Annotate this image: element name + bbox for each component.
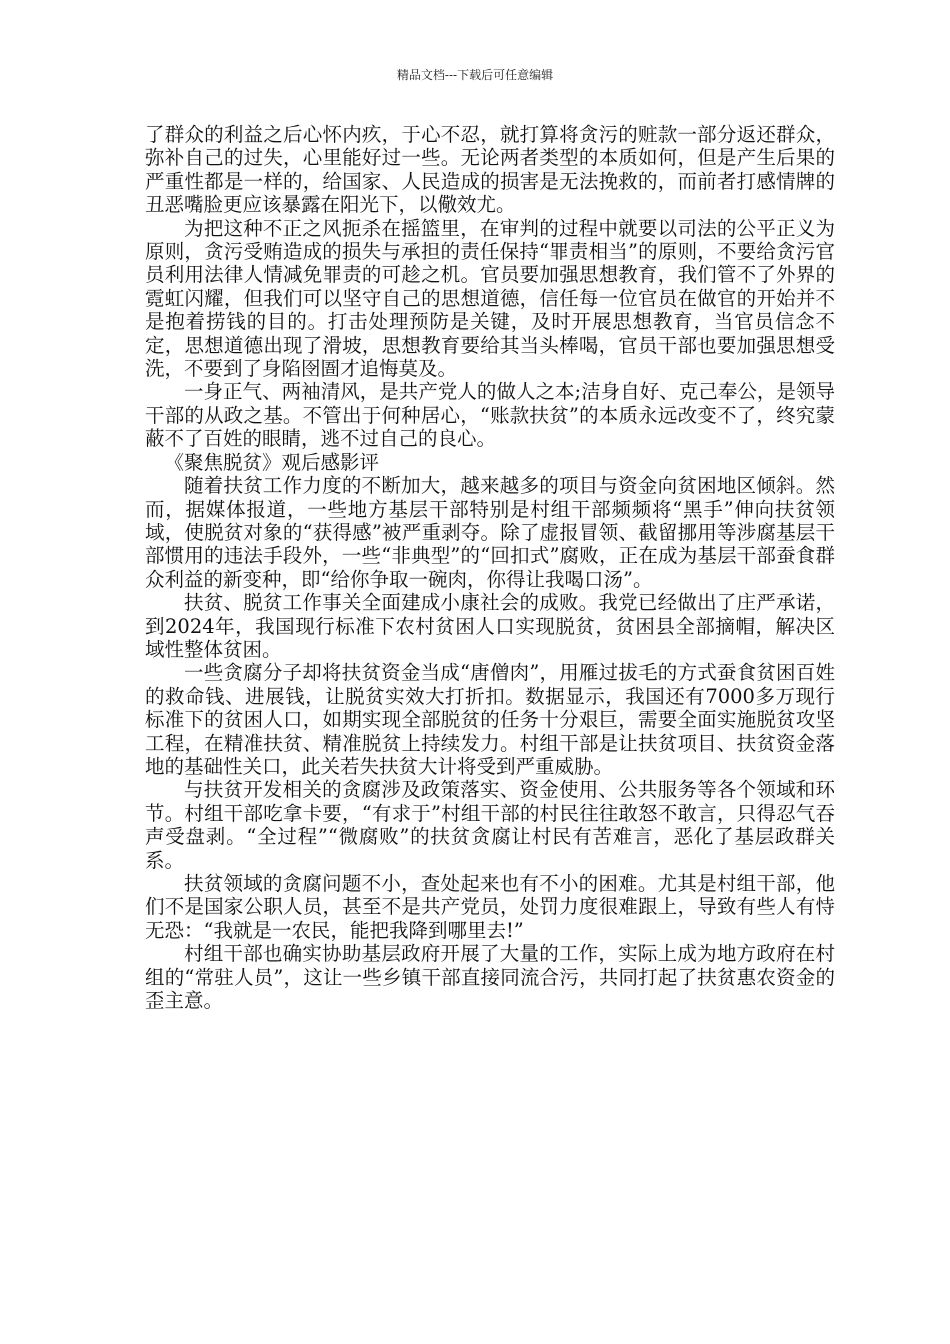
paragraph-9: 村组干部也确实协助基层政府开展了大量的工作，实际上成为地方政府在村组的“常驻人员”，这让一些乡镇干部直接同流合污，共同打起了扶贫惠农资金的歪主意。 (145, 942, 835, 1013)
paragraph-7: 与扶贫开发相关的贪腐涉及政策落实、资金使用、公共服务等各个领域和环节。村组干部吃拿卡要，“有求于”村组干部的村民往往敢怒不敢言，只得忍气吞声受盘剥。“全过程”“微腐败”的扶贫贪腐让村民有苦难言，恶化了基层政群关系。 (145, 778, 835, 872)
page-header: 精品文档---下载后可任意编辑 (396, 68, 554, 82)
document-body (145, 123, 835, 1012)
paragraph-6: 一些贪腐分子却将扶贫资金当成“唐僧肉”，用雁过拔毛的方式蚕食贫困百姓的救命钱、进展钱，让脱贫实效大打折扣。数据显示，我国还有7000多万现行标准下的贫困人口，如期实现全部脱贫的任务十分艰巨，需要全面实施脱贫攻坚工程，在精准扶贫、精准脱贫上持续发力。村组干部是让扶贫项目、扶贫资金落地的基础性关口，此关若失扶贫大计将受到严重威胁。 (145, 661, 835, 778)
paragraph-2: 为把这种不正之风扼杀在摇篮里，在审判的过程中就要以司法的公平正义为原则，贪污受贿造成的损失与承担的责任保持“罪责相当”的原则，不要给贪污官员利用法律人情减免罪责的可趁之机。官员要加强思想教育，我们管不了外界的霓虹闪耀，但我们可以坚守自己的思想道德，信任每一位官员在做官的开始并不是抱着捞钱的目的。打击处理预防是关键，及时开展思想教育，当官员信念不定，思想道德出现了滑坡，思想教育要给其当头棒喝，官员干部也要加强思想受洗，不要到了身陷囹圄才追悔莫及。 (145, 216, 835, 381)
paragraph-5: 扶贫、脱贫工作事关全面建成小康社会的成败。我党已经做出了庄严承诺，到2024年，我国现行标准下农村贫困人口实现脱贫，贫困县全部摘帽，解决区域性整体贫困。 (145, 591, 835, 661)
paragraph-8: 扶贫领域的贪腐问题不小，查处起来也有不小的困难。尤其是村组干部，他们不是国家公职人员，甚至不是共产党员，处罚力度很难跟上，导致有些人有恃无恐：“我就是一农民，能把我降到哪里去!” (145, 872, 835, 942)
section-title: 《聚焦脱贫》观后感影评 (164, 450, 380, 474)
paragraph-3: 一身正气、两袖清风，是共产党人的做人之本;洁身自好、克己奉公，是领导干部的从政之基。不管出于何种居心，“账款扶贫”的本质永远改变不了，终究蒙蔽不了百姓的眼睛，逃不过自己的良心。 (145, 380, 835, 451)
paragraph-4: 随着扶贫工作力度的不断加大，越来越多的项目与资金向贫困地区倾斜。然而，据媒体报道，一些地方基层干部特别是村组干部频频将“黑手”伸向扶贫领域，使脱贫对象的“获得感”被严重剥夺。除了虚报冒领、截留挪用等涉腐基层干部惯用的违法手段外，一些“非典型”的“回扣式”腐败，正在成为基层干部蚕食群众利益的新变种，即“给你争取一碗肉，你得让我喝口汤”。 (145, 474, 835, 591)
paragraph-1: 了群众的利益之后心怀内疚，于心不忍，就打算将贪污的赃款一部分返还群众，弥补自己的过失，心里能好过一些。无论两者类型的本质如何，但是产生后果的严重性都是一样的，给国家、人民造成的损害是无法挽救的，而前者打感情牌的丑恶嘴脸更应该暴露在阳光下，以儆效尤。 (145, 123, 835, 217)
